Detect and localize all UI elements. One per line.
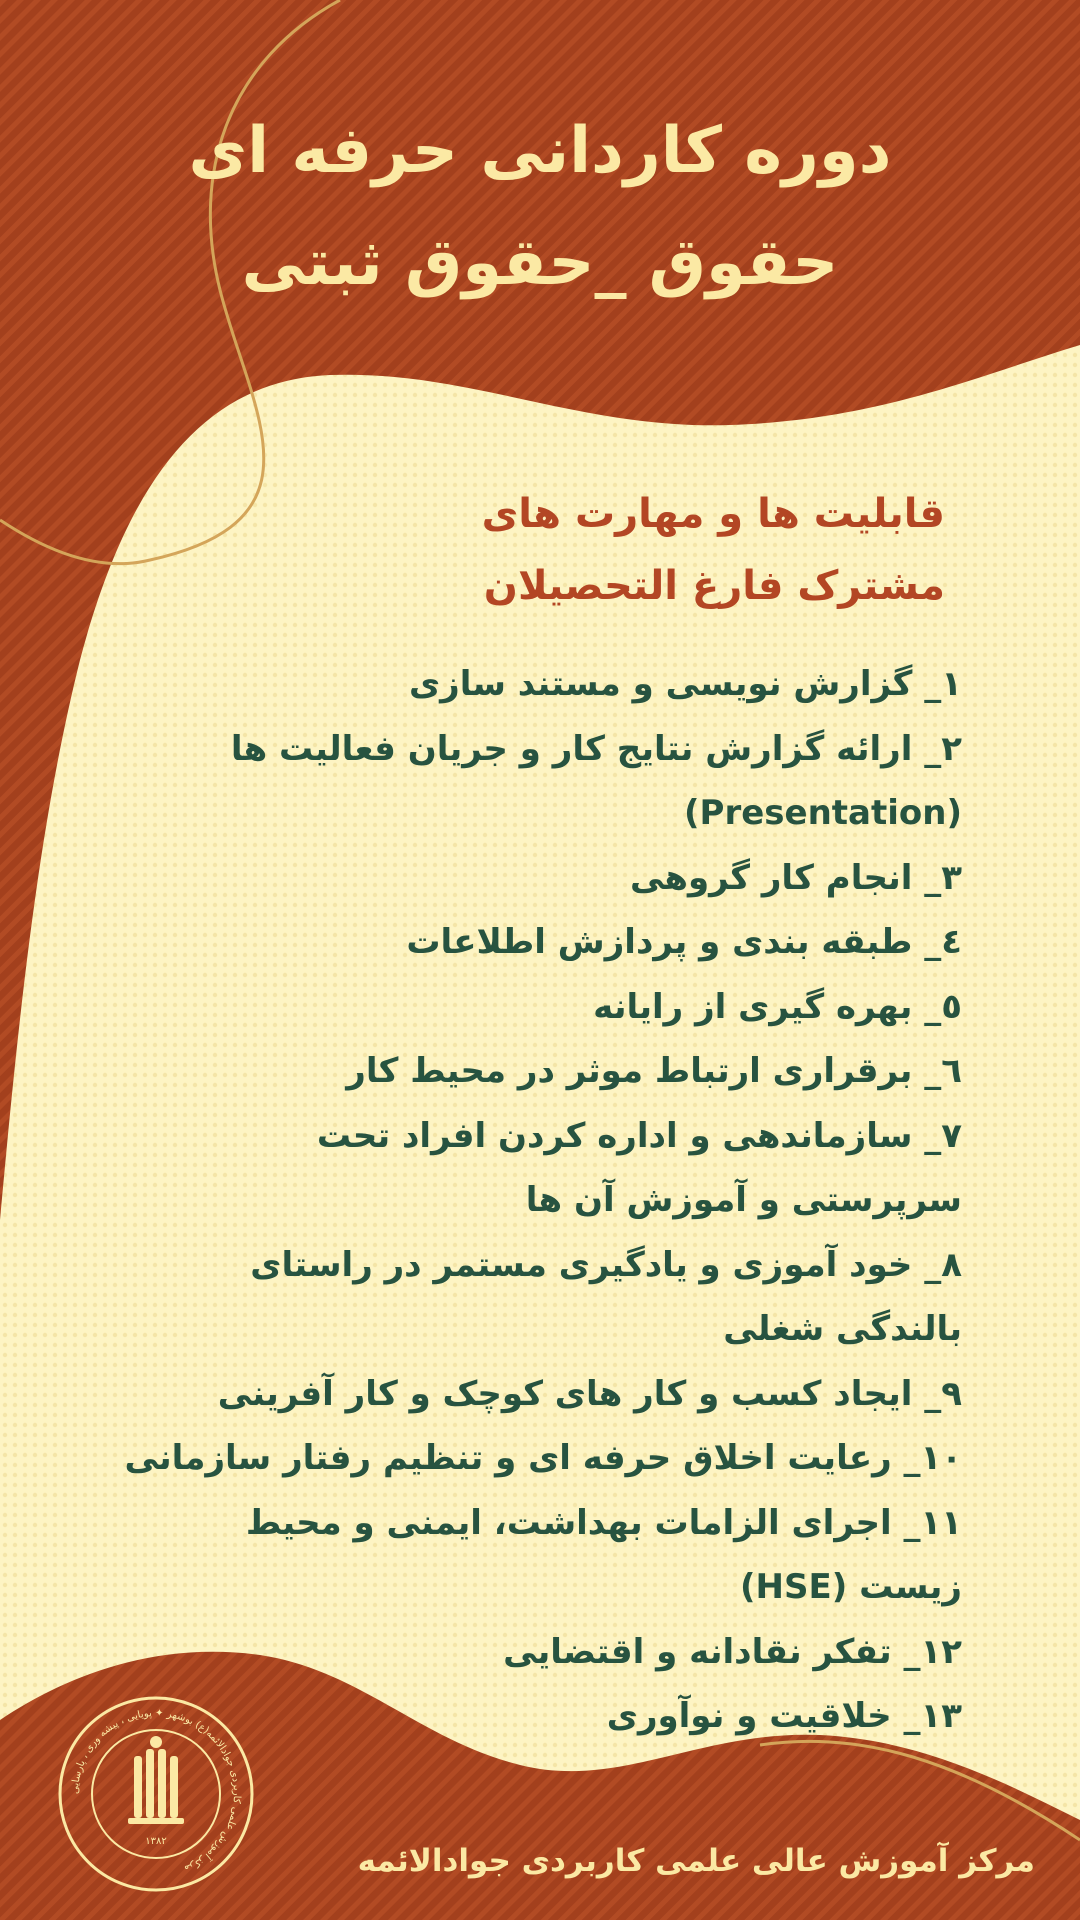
header — [0, 95, 1080, 319]
skill-item: ٥_ بهره گیری از رایانه — [593, 986, 962, 1027]
skill-item: سرپرستی و آموزش آن ها — [525, 1180, 962, 1220]
svg-text:مرکز آموزش علمی کاربردی جوادال — [70, 1708, 242, 1874]
institution-seal-icon — [56, 1694, 256, 1894]
institution-name: مرکز آموزش عالی علمی کاربردی جوادالائمه — [357, 1843, 1035, 1879]
section-heading-line: مشترک فارغ التحصیلان — [483, 563, 945, 609]
title-line: حقوق _حقوق ثبتی — [241, 226, 839, 300]
seal-year: ۱۳۸۲ — [145, 1836, 167, 1847]
skill-item: ۱۱_ اجرای الزامات بهداشت، ایمنی و محیط — [245, 1502, 962, 1543]
skill-item: ۱_ گزارش نویسی و مستند سازی — [409, 664, 962, 704]
skill-item: ۳_ انجام کار گروهی — [629, 857, 962, 898]
skill-item: ۹_ ایجاد کسب و کار های کوچک و کار آفرینی — [217, 1373, 962, 1414]
skill-item: ۸_ خود آموزی و یادگیری مستمر در راستای — [250, 1244, 962, 1285]
skill-item: ۱۳_ خلاقیت و نوآوری — [606, 1696, 962, 1736]
seal-ring-text: مرکز آموزش علمی کاربردی جوادالائمه(ع) بوشهر ✦ پویایی ، پیشه وری ، پارسایی — [69, 1707, 243, 1875]
skill-item: ۷_ سازماندهی و اداره کردن افراد تحت — [316, 1115, 962, 1156]
title-line: دوره کاردانی حرفه ای — [188, 114, 892, 188]
section-heading — [165, 478, 945, 622]
section-heading-line: قابلیت ها و مهارت های — [481, 491, 945, 537]
skill-item: ۲_ ارائه گزارش نتایج کار و جریان فعالیت ها — [230, 728, 962, 769]
skill-item: ٤_ طبقه بندی و پردازش اطلاعات — [406, 922, 962, 962]
skill-item: زیست (HSE) — [739, 1567, 962, 1607]
skills-list — [122, 652, 962, 1749]
skill-item: ٦_ برقراری ارتباط موثر در محیط کار — [346, 1051, 962, 1091]
skill-item: ۱۲_ تفکر نقادانه و اقتضایی — [503, 1631, 962, 1672]
skill-item: بالندگی شغلی — [723, 1309, 962, 1349]
skill-item: (Presentation) — [683, 793, 962, 833]
skill-item: ۱۰_ رعایت اخلاق حرفه ای و تنظیم رفتار سازمانی — [124, 1438, 962, 1478]
